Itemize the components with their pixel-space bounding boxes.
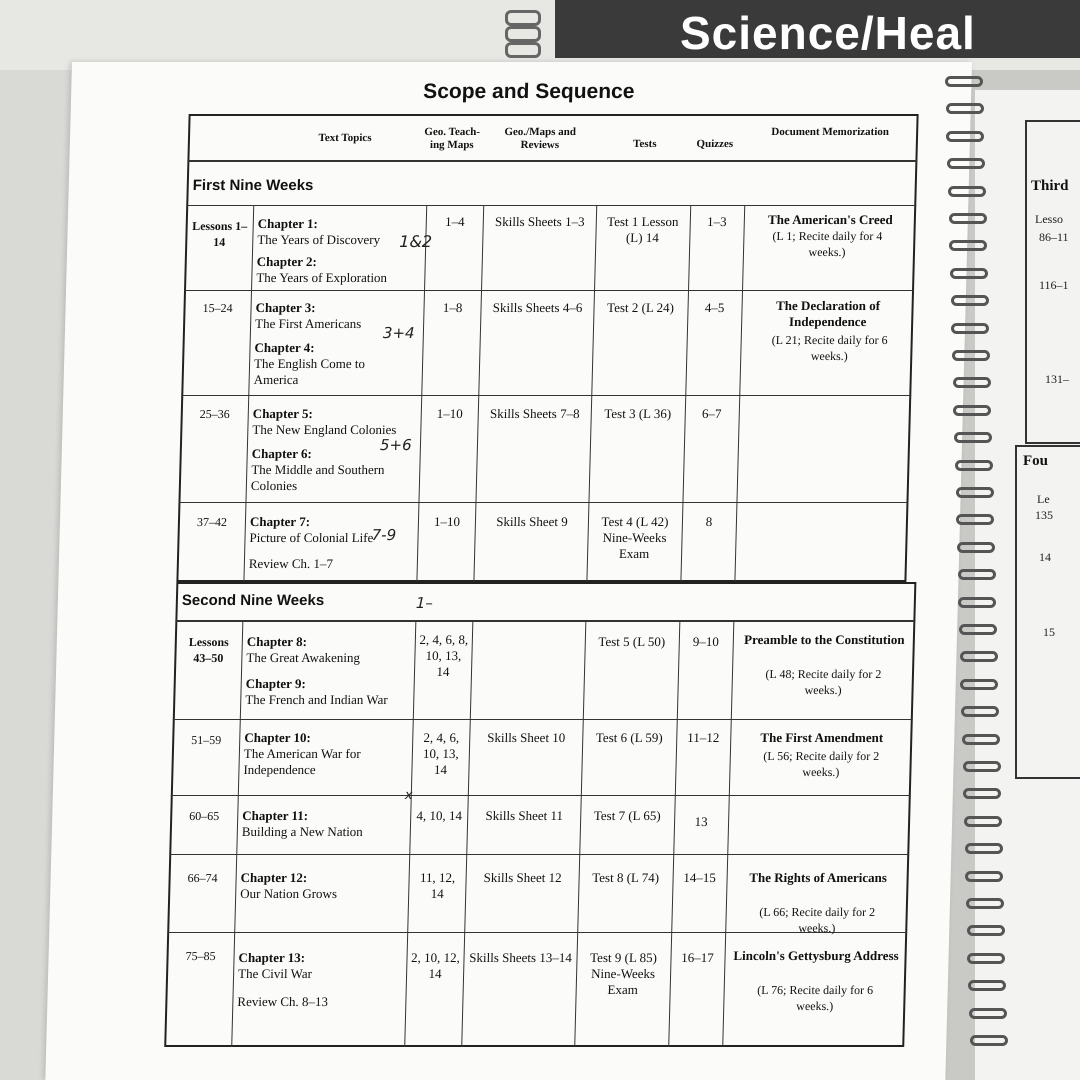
row-doc-note: (L 21; Recite daily for 6 weeks.) (771, 333, 888, 363)
handwritten-note: 1– (415, 594, 434, 612)
spiral-ring (967, 925, 1005, 936)
row-maps: 1–10 (436, 406, 463, 421)
row-maps: 1–4 (444, 214, 465, 229)
spiral-ring (963, 761, 1001, 772)
row-chapter-name: Our Nation Grows (240, 886, 338, 901)
spiral-ring (956, 487, 994, 498)
row-chapter: Chapter 4: (254, 340, 315, 355)
section-second-nine-weeks: Second Nine Weeks (181, 592, 325, 609)
right-r3: 131– (1045, 372, 1069, 386)
spiral-ring (949, 213, 987, 224)
row-quiz: 9–10 (692, 634, 720, 649)
row-test: Test 8 (L 74) (592, 870, 660, 885)
row-test: Test 3 (L 36) (604, 406, 672, 421)
row-lessons: 66–74 (187, 871, 218, 885)
divider (186, 205, 916, 206)
divider (175, 620, 915, 622)
row-lessons: Lessons 43–50 (188, 635, 229, 665)
divider (181, 395, 911, 396)
right-14: 14 (1039, 550, 1051, 564)
spiral-ring (958, 597, 996, 608)
row-chapter: Chapter 5: (252, 406, 314, 421)
row-doc-title: The American's Creed (767, 212, 893, 227)
right-le: Le (1037, 492, 1050, 506)
back-cover (555, 0, 1080, 58)
spiral-ring (960, 679, 998, 690)
row-chapter: Chapter 10: (244, 730, 312, 745)
header-geo-maps-reviews: Geo./Maps and Reviews (504, 126, 577, 151)
row-maps: 1–10 (433, 514, 461, 529)
row-chapter-name: The English Come to America (253, 356, 366, 387)
divider (184, 290, 914, 291)
row-quiz: 6–7 (701, 406, 722, 421)
row-doc-title: The First Amendment (760, 730, 884, 745)
row-maps: 2, 4, 6, 10, 13, 14 (422, 730, 460, 777)
right-15: 15 (1043, 625, 1055, 639)
row-chapter-name: The Middle and Southern Colonies (250, 462, 385, 493)
row-test: Test 5 (L 50) (598, 634, 666, 649)
row-chapter-name: The French and Indian War (245, 692, 388, 707)
row-chapter-name: The First Americans (254, 316, 362, 331)
row-chapter-name: The Great Awakening (246, 650, 361, 665)
row-quiz: 4–5 (704, 300, 725, 315)
spiral-ring (946, 131, 984, 142)
spiral-ring (968, 980, 1006, 991)
header-tests: Tests (632, 138, 657, 150)
spiral-ring (966, 898, 1004, 909)
right-r2: 116–1 (1039, 278, 1069, 292)
row-maps: 11, 12, 14 (419, 870, 456, 901)
spiral-ring (970, 1035, 1008, 1046)
row-chapter-name: The American War for Independence (243, 746, 361, 777)
row-chapter: Chapter 12: (240, 870, 308, 885)
spiral-ring (953, 405, 991, 416)
row-test: Test 9 (L 85) Nine-Weeks Exam (589, 950, 658, 997)
spiral-ring (965, 871, 1003, 882)
row-lessons: 37–42 (196, 515, 228, 529)
row-doc-title: Lincoln's Gettysburg Address (733, 948, 899, 963)
spiral-ring (954, 432, 992, 443)
row-doc-note: (L 1; Recite daily for 4 weeks.) (772, 229, 883, 259)
right-third: Third (1031, 178, 1069, 194)
row-review: Skills Sheets 13–14 (469, 950, 573, 965)
row-chapter: Chapter 7: (249, 514, 311, 529)
spiral-ring (961, 706, 999, 717)
header-document-memorization: Document Memorization (771, 126, 890, 138)
row-doc-note: (L 48; Recite daily for 2 weeks.) (765, 667, 882, 697)
spiral-ring (955, 460, 993, 471)
right-r1: 86–11 (1039, 230, 1069, 244)
row-quiz: 13 (694, 814, 708, 829)
page-title: Scope and Sequence (422, 80, 635, 103)
row-chapter-name: The Civil War (237, 966, 313, 981)
divider (187, 160, 917, 162)
row-lessons: 25–36 (199, 407, 230, 421)
row-quiz: 16–17 (681, 950, 714, 965)
spiral-ring (960, 651, 998, 662)
row-test: Test 7 (L 65) (593, 808, 661, 823)
row-doc-note: (L 56; Recite daily for 2 weeks.) (763, 749, 880, 779)
document-page (45, 62, 972, 1080)
row-test: Test 6 (L 59) (595, 730, 663, 745)
header-geo-teaching-maps: Geo. Teach-ing Maps (424, 126, 481, 151)
spiral-ring (953, 377, 991, 388)
divider (171, 795, 911, 796)
row-quiz: 14–15 (683, 870, 717, 885)
row-chapter: Chapter 9: (245, 676, 306, 691)
row-quiz: 8 (705, 514, 713, 529)
row-doc-title: Preamble to the Constitution (743, 632, 905, 647)
row-chapter: Chapter 6: (251, 446, 313, 461)
row-lessons: 60–65 (189, 809, 220, 823)
spiral-ring (945, 76, 983, 87)
row-chapter-name: The Years of Discovery (257, 232, 381, 247)
spiral-ring (949, 240, 987, 251)
row-chapter-name: Picture of Colonial Life (249, 530, 374, 545)
row-lessons: Lessons 1–14 (192, 219, 248, 249)
spiral-ring (505, 26, 541, 42)
row-maps: 4, 10, 14 (416, 808, 463, 823)
row-lessons: 15–24 (202, 301, 233, 315)
spiral-ring (947, 158, 985, 169)
row-review: Skills Sheets 4–6 (492, 300, 583, 315)
right-lesso: Lesso (1035, 212, 1063, 226)
section-first-nine-weeks: First Nine Weeks (192, 177, 314, 194)
row-chapter: Chapter 3: (255, 300, 316, 315)
spiral-ring (505, 42, 541, 58)
row-chapter-name: Building a New Nation (241, 824, 364, 839)
row-doc-note: (L 76; Recite daily for 6 weeks.) (757, 983, 874, 1013)
divider (169, 854, 909, 855)
row-maps: 1–8 (442, 300, 463, 315)
spiral-ring (505, 10, 541, 26)
row-chapter-name: The New England Colonies (252, 422, 397, 437)
row-doc-title: The Declaration of Independence (775, 298, 881, 329)
spiral-ring (957, 542, 995, 553)
row-chapter: Chapter 11: (242, 808, 309, 823)
row-test: Test 2 (L 24) (606, 300, 675, 315)
row-review: Skills Sheets 1–3 (494, 214, 585, 229)
spiral-ring (948, 186, 986, 197)
spiral-ring (951, 295, 989, 306)
spiral-ring (956, 514, 994, 525)
row-lessons: 75–85 (185, 949, 216, 963)
row-quiz: 11–12 (687, 730, 720, 745)
header-quizzes: Quizzes (696, 138, 734, 150)
spiral-ring (950, 268, 988, 279)
handwritten-note: 5+6 (379, 436, 412, 454)
row-review: Skills Sheets 7–8 (489, 406, 580, 421)
row-review: Skills Sheet 10 (487, 730, 566, 745)
row-doc-note: (L 66; Recite daily for 2 weeks.) (759, 905, 876, 935)
spiral-ring (963, 788, 1001, 799)
row-review: Skills Sheet 11 (485, 808, 564, 823)
row-review: Skills Sheet 9 (496, 514, 568, 529)
row-review-note: Review Ch. 8–13 (237, 994, 329, 1009)
divider (178, 502, 908, 503)
spiral-ring (959, 624, 997, 635)
row-review: Skills Sheet 12 (483, 870, 562, 885)
handwritten-note: 1&2 (399, 232, 433, 251)
row-quiz: 1–3 (706, 214, 727, 229)
right-fourth: Fou (1023, 453, 1049, 469)
spiral-ring (946, 103, 984, 114)
spiral-ring (952, 350, 990, 361)
row-test: Test 1 Lesson (L) 14 (606, 214, 679, 245)
row-maps: 2, 4, 6, 8, 10, 13, 14 (419, 632, 469, 679)
divider (173, 719, 913, 720)
right-135: 135 (1035, 508, 1053, 522)
handwritten-note: 7-9 (371, 526, 397, 544)
row-review-note: Review Ch. 1–7 (248, 556, 334, 571)
row-chapter: Chapter 2: (256, 254, 318, 269)
spiral-ring (969, 1008, 1007, 1019)
row-lessons: 51–59 (191, 733, 222, 747)
header-topics: Text Topics (318, 132, 372, 144)
handwritten-note: 3+4 (382, 324, 415, 342)
row-test: Test 4 (L 42) Nine-Weeks Exam (601, 514, 669, 561)
spiral-ring (962, 734, 1000, 745)
spiral-ring (965, 843, 1003, 854)
spiral-ring (951, 323, 989, 334)
row-maps: 2, 10, 12, 14 (410, 950, 461, 981)
row-chapter: Chapter 13: (238, 950, 306, 965)
spiral-ring (964, 816, 1002, 827)
row-chapter-name: The Years of Exploration (256, 270, 388, 285)
spiral-ring (958, 569, 996, 580)
row-doc-title: The Rights of Americans (749, 870, 888, 885)
row-chapter: Chapter 1: (257, 216, 319, 231)
handwritten-note: x (404, 788, 413, 803)
spiral-binding (945, 70, 995, 1080)
spiral-ring (967, 953, 1005, 964)
row-chapter: Chapter 8: (246, 634, 308, 649)
cover-title: Science/Heal (680, 7, 976, 58)
